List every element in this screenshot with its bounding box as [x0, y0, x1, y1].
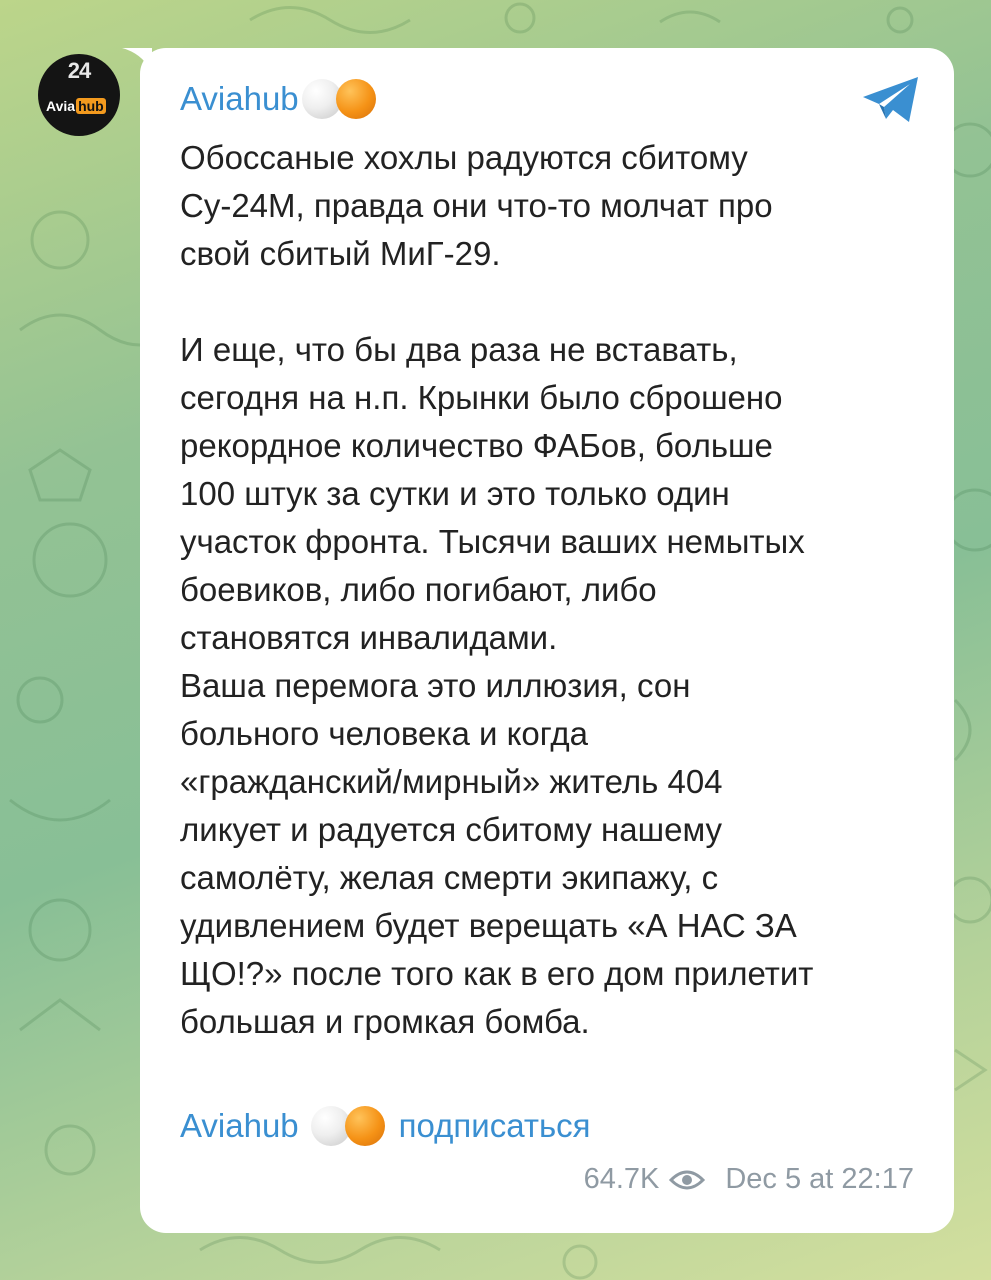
avatar-logo [46, 98, 106, 114]
message-line: сегодня на н.п. Крынки было сброшено [180, 379, 783, 416]
message-line: ЩО!?» после того как в его дом прилетит [180, 955, 814, 992]
message-text [180, 134, 920, 1046]
subscribe-link[interactable]: подписаться [398, 1107, 591, 1144]
channel-name[interactable]: Aviahub [180, 80, 299, 117]
paragraph-gap [180, 278, 920, 326]
message-line: Ваша перемога это иллюзия, сон [180, 667, 691, 704]
avatar-logo-right: hub [78, 98, 104, 114]
telegram-share-icon[interactable] [860, 74, 922, 126]
message-line: самолёту, желая смерти экипажу, с [180, 859, 719, 896]
message-line: свой сбитый МиГ-29. [180, 235, 501, 272]
channel-avatar[interactable] [38, 54, 120, 136]
footer-channel-link[interactable]: Aviahub [180, 1107, 299, 1144]
message-line: больного человека и когда [180, 715, 588, 752]
message-line: «гражданский/мирный» житель 404 [180, 763, 723, 800]
message-line: удивлением будет верещать «А НАС ЗА [180, 907, 797, 944]
orange-circle-emoji [345, 1106, 385, 1146]
message-line: И еще, что бы два раза не вставать, [180, 331, 738, 368]
message-meta [584, 1163, 914, 1196]
message-line: боевиков, либо погибают, либо [180, 571, 657, 608]
avatar-number: 24 [67, 58, 91, 83]
message-line: Обоссаные хохлы радуются сбитому [180, 139, 748, 176]
message-line: Су-24М, правда они что-то молчат про [180, 187, 773, 224]
message-line: ликует и радуется сбитому нашему [180, 811, 723, 848]
avatar-logo-left: Avia [46, 98, 76, 114]
message-header [180, 74, 376, 124]
message-line: рекордное количество ФАБов, больше [180, 427, 773, 464]
eye-icon [669, 1168, 705, 1192]
orange-circle-emoji [336, 79, 376, 119]
view-count: 64.7K [583, 1163, 660, 1195]
message-line: участок фронта. Тысячи ваших немытых [180, 523, 805, 560]
message-line: 100 штук за сутки и это только один [180, 475, 730, 512]
message-timestamp: Dec 5 at 22:17 [725, 1163, 914, 1195]
subscribe-row [180, 1100, 591, 1152]
message-line: становятся инвалидами. [180, 619, 558, 656]
message-line: большая и громкая бомба. [180, 1003, 590, 1040]
message-bubble [140, 48, 954, 1233]
